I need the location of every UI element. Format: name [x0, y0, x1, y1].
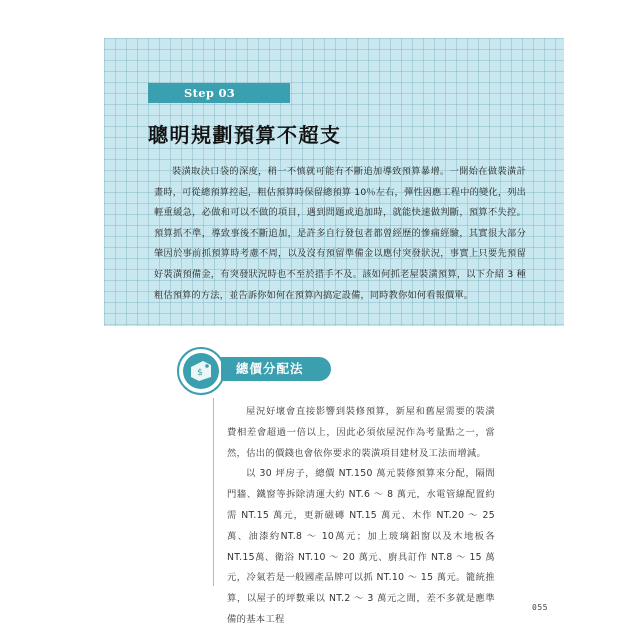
section-body: [227, 402, 495, 631]
price-tag-icon: [177, 347, 225, 395]
page-title: 聰明規劃預算不超支: [148, 123, 342, 147]
page-number: 055: [532, 603, 548, 612]
body-paragraph: 屋況好壞會直接影響到裝修預算，新屋和舊屋需要的裝潢費相差會超過一倍以上，因此必須依屋況作為考量點之一，當然，估出的價錢也會依你要求的裝潢項目建材及工法而增減。: [227, 406, 495, 459]
body-paragraph: 以 30 坪房子，總價 NT.150 萬元裝修預算來分配，隔間門牆、鐵窗等拆除清運大約 NT.6 ～ 8 萬元，水電管線配置約需 NT.15 萬元，更新磁磚 NT.15 萬元、木作 NT.20 ～ 25 萬、油漆約NT.8 ～ 10萬元；加上玻璃鋁窗以及木地板各 NT.15萬、衛浴 NT.10 ～ 20 萬元、廚具訂作 NT.8 ～ 15 萬元，冷氣若是一般國產品牌可以抓 NT.10 ～ 15 萬元。籠統推算，以屋子的坪數乘以 NT.2 ～ 3 萬元之間，差不多就是應準備的基本工程: [227, 468, 495, 625]
intro-paragraph: 裝潢取決口袋的深度，稍一不慎就可能有不斷追加導致預算暴增。一開始在做裝潢計畫時，可從總預算控起，粗估預算時保留總預算 10％左右，彈性因應工程中的變化，列出輕重緩急，必做和可以不做的項目，遇到問題或追加時，就能快速做判斷，預算不失控。預算抓不準，導致事後不斷追加，是許多自行發包者都曾經歷的慘痛經驗，其實很大部分肇因於事前抓預算時考慮不周，以及沒有預留準備金以應付突發狀況，事實上只要先預留好裝潢預備金，有突發狀況時也不至於措手不及。該如何抓老屋裝潢預算，以下介紹 3 種粗估預算的方法，並告訴你如何在預算內搞定設備，同時教你如何看報價單。: [154, 166, 526, 301]
price-tag-symbol: $: [197, 368, 203, 378]
step-label: Step 03: [148, 83, 290, 103]
section-rule: [213, 398, 214, 586]
section-title: 總價分配法: [236, 361, 304, 376]
